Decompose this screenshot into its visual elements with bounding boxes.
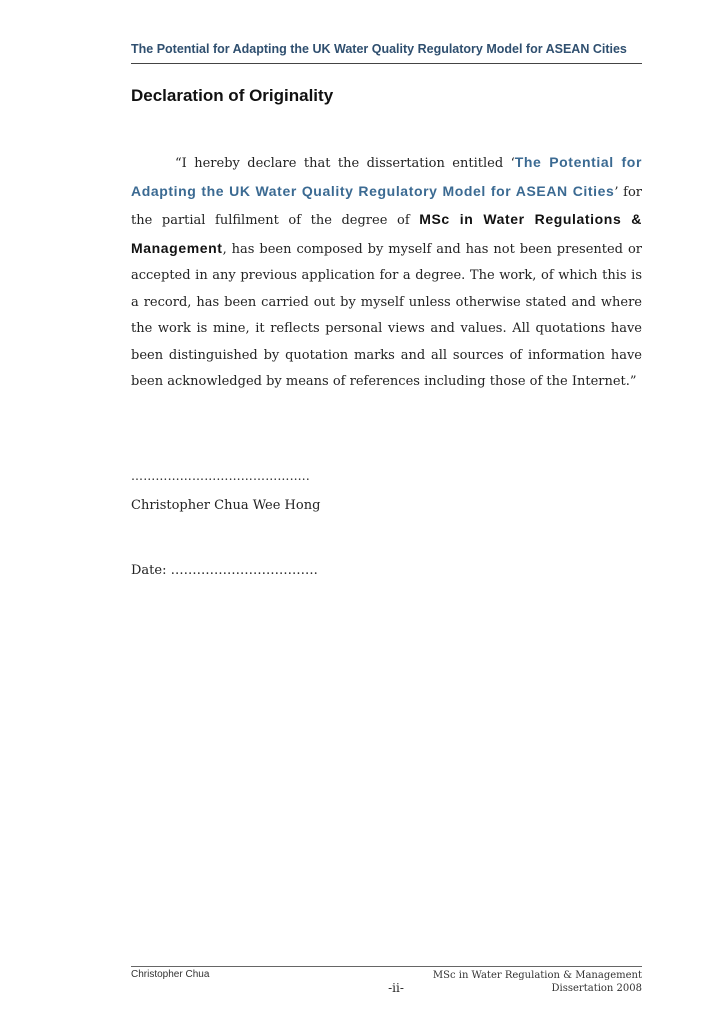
footer-course-line2: Dissertation 2008 bbox=[551, 983, 642, 994]
declaration-text-intro: “I hereby declare that the dissertation entitled ‘ bbox=[175, 156, 515, 171]
footer-author: Christopher Chua bbox=[131, 969, 210, 980]
declaration-text-mid: ’ for the partial fulfilment of the degree of bbox=[131, 184, 642, 228]
page-number: -ii- bbox=[388, 981, 404, 995]
footer-rule bbox=[131, 966, 642, 967]
header-rule bbox=[131, 63, 642, 64]
degree-name: MSc in Water Regulations & Management bbox=[131, 211, 642, 256]
running-header: The Potential for Adapting the UK Water Quality Regulatory Model for ASEAN Cities bbox=[131, 42, 627, 56]
declaration-paragraph bbox=[131, 149, 642, 396]
signatory-name: Christopher Chua Wee Hong bbox=[131, 498, 321, 513]
signature-line: …………………………………….. bbox=[131, 469, 310, 483]
dissertation-title-ref: The Potential for Adapting the UK Water Quality Regulatory Model for ASEAN Cities bbox=[131, 154, 642, 199]
page-title: Declaration of Originality bbox=[131, 86, 334, 105]
footer-course-line1: MSc in Water Regulation & Management bbox=[432, 970, 642, 981]
declaration-text-rest: , has been composed by myself and has not been presented or accepted in any previous application for a degree. The work, of which this is a record, has been carried out by myself unless otherwise stated and where the work is mine, it reflects personal views and values. All quotations have been distinguished by quotation marks and all sources of information have been acknowledged by means of references including those of the Internet.” bbox=[131, 241, 642, 389]
footer-course bbox=[430, 969, 642, 995]
date-line: Date: ……………………………. bbox=[131, 563, 318, 578]
